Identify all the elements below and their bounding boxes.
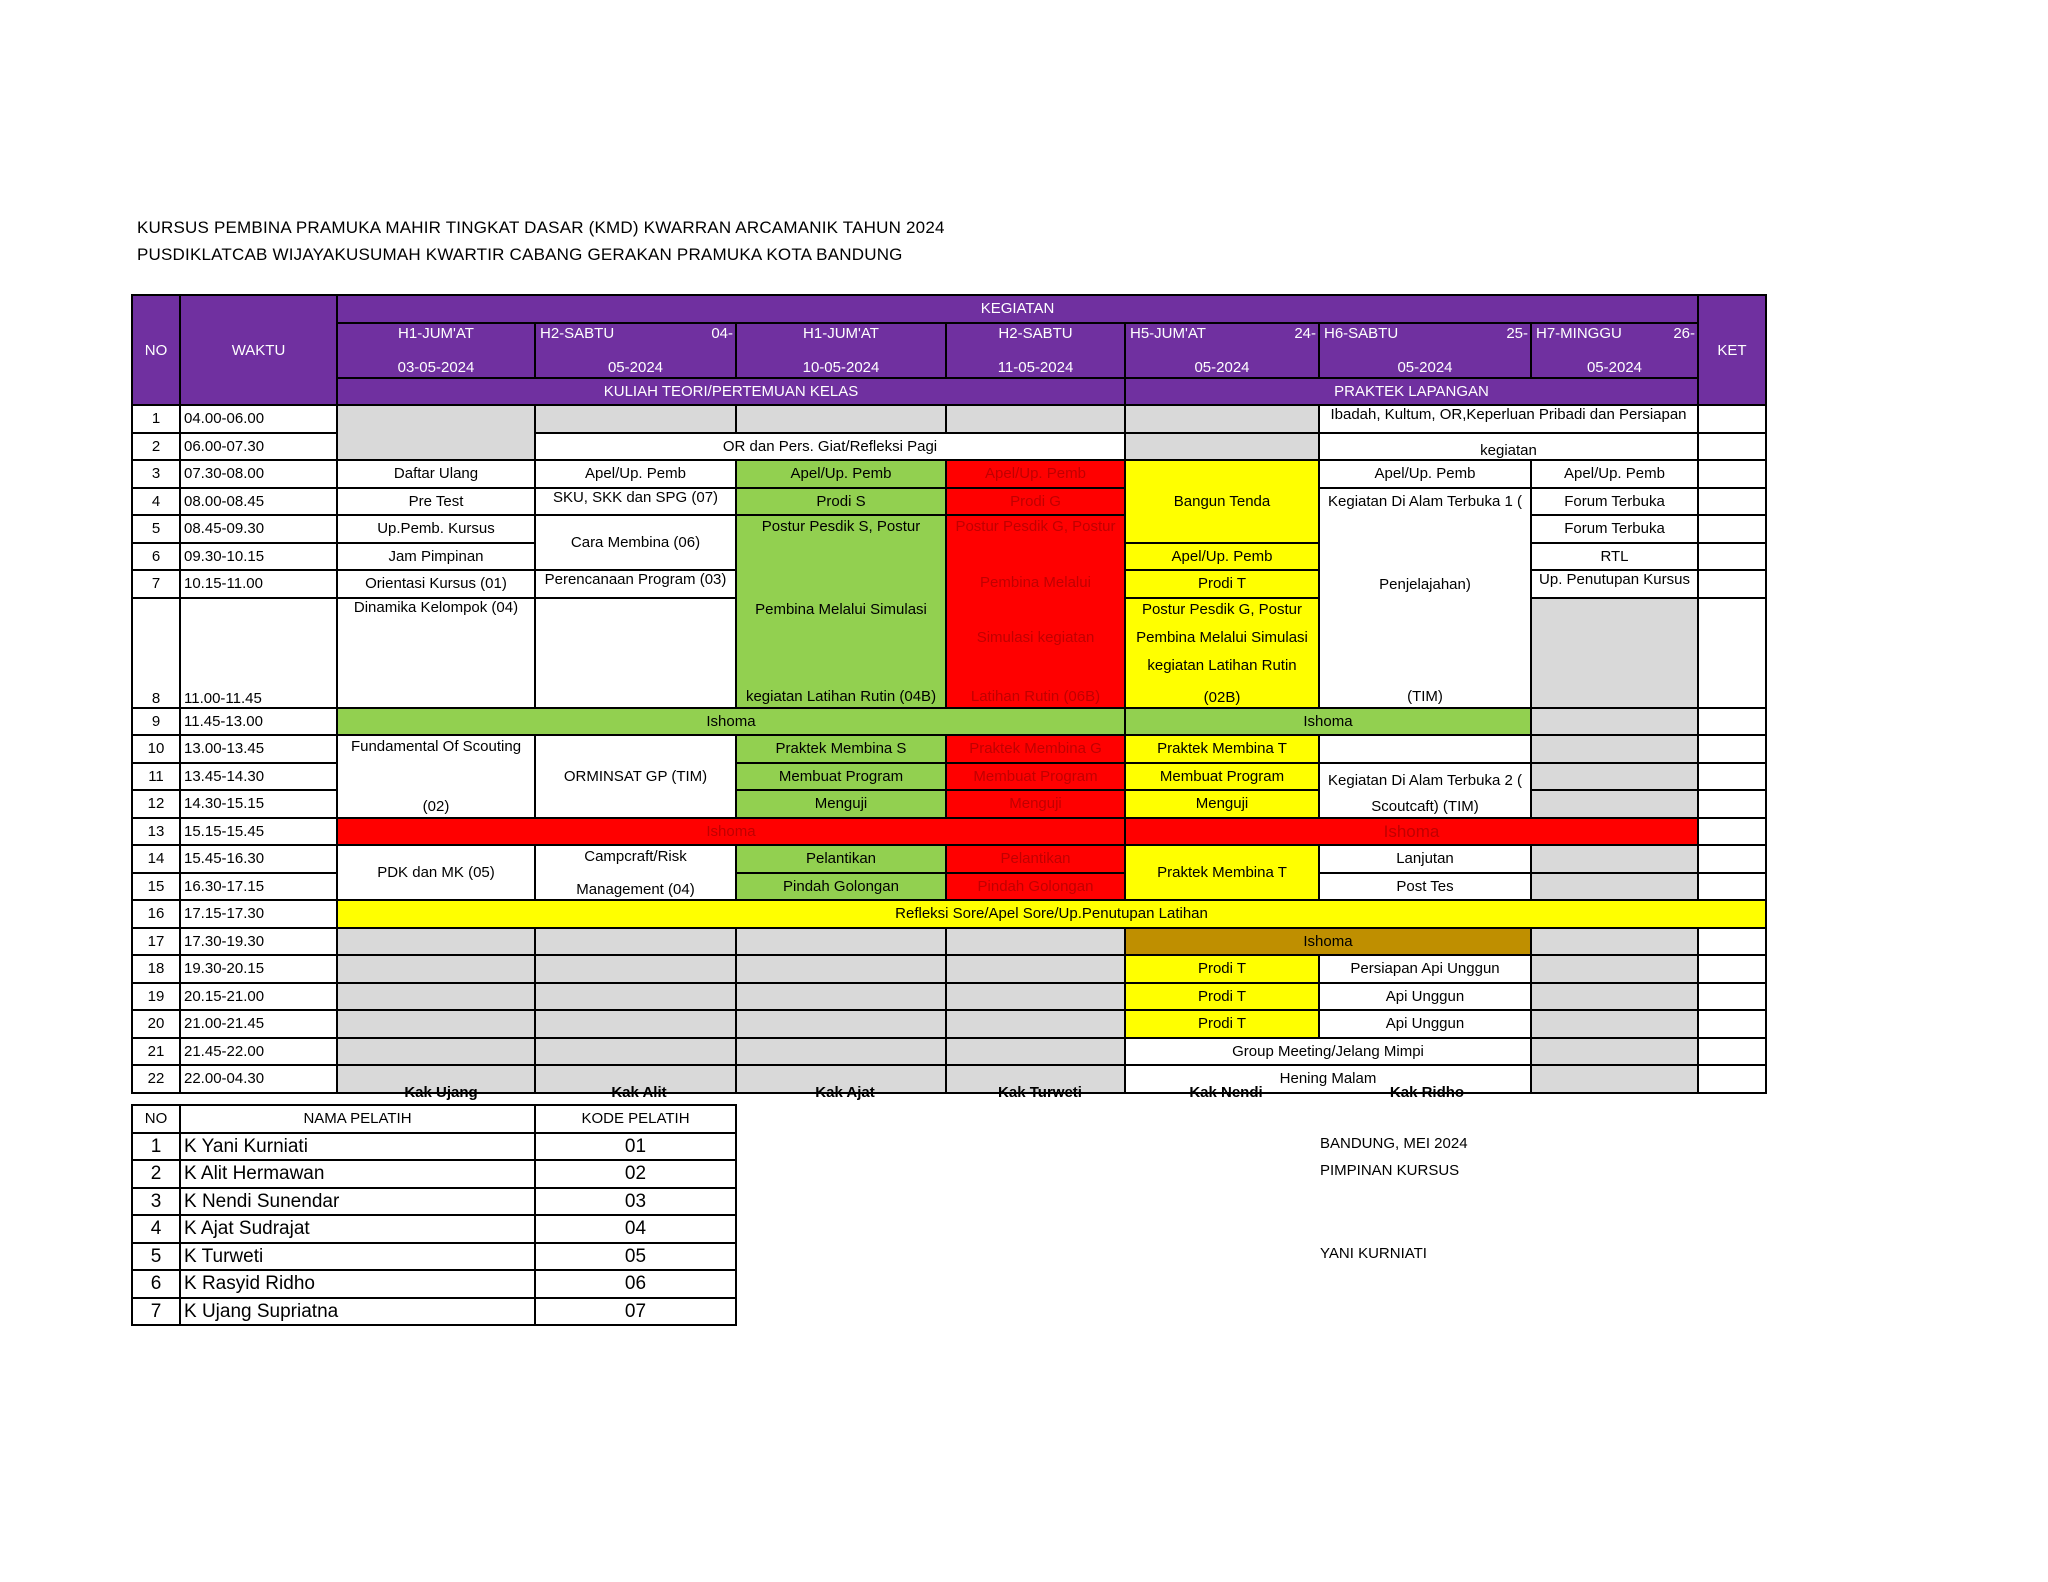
empty-cell <box>337 928 535 956</box>
ket-cell <box>1698 708 1766 736</box>
signer-name: Kak Ridho <box>1389 1084 1465 1101</box>
cell-line: Pembina Melalui Simulasi <box>755 601 927 618</box>
row-time: 16.30-17.15 <box>180 873 337 901</box>
page-subtitle: PUSDIKLATCAB WIJAYAKUSUMAH KWARTIR CABANG GERAKAN PRAMUKA KOTA BANDUNG <box>137 245 903 264</box>
empty-cell <box>535 405 736 433</box>
pelatih-no: 7 <box>132 1298 180 1326</box>
row-time: 17.30-19.30 <box>180 928 337 956</box>
row-no: 14 <box>132 845 180 873</box>
table-row <box>132 900 1766 928</box>
schedule-cell: kegiatan <box>1319 433 1698 461</box>
table-row <box>132 1010 1766 1038</box>
ket-cell <box>1698 433 1766 461</box>
pelatih-no: 5 <box>132 1243 180 1271</box>
row-time: 11.45-13.00 <box>180 708 337 736</box>
pelatih-kode: 07 <box>535 1298 736 1326</box>
empty-cell <box>1531 845 1698 873</box>
cell-line: (02) <box>422 797 450 815</box>
empty-cell <box>535 1010 736 1038</box>
row-time: 15.45-16.30 <box>180 845 337 873</box>
empty-cell <box>736 955 946 983</box>
pelatih-row <box>132 1215 736 1243</box>
row-no: 16 <box>132 900 180 928</box>
cell-line: kegiatan Latihan Rutin (04B) <box>745 687 937 705</box>
kegiatan-header: KEGIATAN <box>337 295 1698 323</box>
empty-cell <box>946 928 1125 956</box>
schedule-cell: Ishoma <box>337 708 1125 736</box>
row-time: 08.45-09.30 <box>180 515 337 543</box>
header-row-1 <box>132 295 1766 323</box>
empty-cell <box>1531 790 1698 818</box>
schedule-cell: Pelantikan <box>736 845 946 873</box>
empty-cell <box>736 1038 946 1066</box>
row-no: 19 <box>132 983 180 1011</box>
empty-cell <box>535 598 736 708</box>
row-no: 9 <box>132 708 180 736</box>
row-time: 04.00-06.00 <box>180 405 337 433</box>
schedule-cell: Prodi T <box>1125 983 1319 1011</box>
schedule-cell: Ishoma <box>337 818 1125 846</box>
empty-cell <box>946 1038 1125 1066</box>
schedule-cell: PDK dan MK (05) <box>337 845 535 900</box>
schedule-cell: Membuat Program <box>946 763 1125 791</box>
schedule-cell <box>946 515 1125 708</box>
table-row <box>132 1038 1766 1066</box>
page-title: KURSUS PEMBINA PRAMUKA MAHIR TINGKAT DASAR (KMD) KWARRAN ARCAMANIK TAHUN 2024 <box>137 218 945 237</box>
schedule-cell: Menguji <box>736 790 946 818</box>
schedule-cell: Refleksi Sore/Apel Sore/Up.Penutupan Latihan <box>337 900 1766 928</box>
day-header: H2-SABTU 04- 05-2024 <box>535 323 736 378</box>
ket-cell <box>1698 570 1766 598</box>
empty-cell <box>535 1038 736 1066</box>
empty-cell <box>946 1010 1125 1038</box>
empty-cell <box>1125 433 1319 461</box>
schedule-cell: RTL <box>1531 543 1698 571</box>
pelatih-kode: 04 <box>535 1215 736 1243</box>
row-no: 18 <box>132 955 180 983</box>
schedule-cell: Pindah Golongan <box>946 873 1125 901</box>
schedule-cell: Prodi G <box>946 488 1125 516</box>
schedule-cell: OR dan Pers. Giat/Refleksi Pagi <box>535 433 1125 461</box>
empty-cell <box>736 1010 946 1038</box>
col-ket-header: KET <box>1698 295 1766 405</box>
schedule-cell <box>535 845 736 900</box>
ket-cell <box>1698 405 1766 433</box>
empty-cell <box>337 983 535 1011</box>
signer-name: Kak Nendi <box>1189 1084 1263 1101</box>
schedule-cell: Praktek Membina T <box>1125 735 1319 763</box>
signer-name: Kak Ujang <box>404 1084 478 1101</box>
pelatih-no: 6 <box>132 1270 180 1298</box>
schedule-cell: Ibadah, Kultum, OR,Keperluan Pribadi dan Persiapan <box>1319 405 1698 433</box>
empty-cell <box>736 928 946 956</box>
schedule-cell: Prodi T <box>1125 955 1319 983</box>
ket-cell <box>1698 1038 1766 1066</box>
row-no: 5 <box>132 515 180 543</box>
cell-line: Penjelajahan) <box>1379 575 1471 593</box>
schedule-cell: Pindah Golongan <box>736 873 946 901</box>
schedule-cell: Praktek Membina G <box>946 735 1125 763</box>
day-header: H2-SABTU 11-05-2024 <box>946 323 1125 378</box>
schedule-cell: Persiapan Api Unggun <box>1319 955 1531 983</box>
pelatih-row <box>132 1270 736 1298</box>
schedule-cell: Daftar Ulang <box>337 460 535 488</box>
pelatih-nama: K Ujang Supriatna <box>180 1298 535 1326</box>
pelatih-no: 2 <box>132 1160 180 1188</box>
empty-cell <box>1531 1038 1698 1066</box>
schedule-cell: ORMINSAT GP (TIM) <box>535 735 736 818</box>
schedule-cell: Apel/Up. Pemb <box>736 460 946 488</box>
row-no: 2 <box>132 433 180 461</box>
signer-name: Kak Turweti <box>998 1084 1082 1101</box>
pelatih-row <box>132 1133 736 1161</box>
pelatih-table <box>131 1104 737 1326</box>
table-row <box>132 955 1766 983</box>
row-time: 21.00-21.45 <box>180 1010 337 1038</box>
schedule-cell <box>1319 488 1531 708</box>
schedule-cell: Menguji <box>1125 790 1319 818</box>
row-time: 06.00-07.30 <box>180 433 337 461</box>
schedule-cell: Hening Malam <box>1125 1065 1531 1093</box>
empty-cell <box>946 405 1125 433</box>
table-row <box>132 460 1766 488</box>
row-no: 3 <box>132 460 180 488</box>
schedule-cell: Dinamika Kelompok (04) <box>337 598 535 708</box>
schedule-cell: Membuat Program <box>1125 763 1319 791</box>
ket-cell <box>1698 763 1766 791</box>
row-time: 13.45-14.30 <box>180 763 337 791</box>
ket-cell <box>1698 460 1766 488</box>
praktek-header: PRAKTEK LAPANGAN <box>1125 378 1698 406</box>
day-header: H6-SABTU 25- 05-2024 <box>1319 323 1531 378</box>
cell-line: Campcraft/Risk <box>584 848 687 865</box>
day-header: H1-JUM'AT 10-05-2024 <box>736 323 946 378</box>
empty-cell <box>1531 873 1698 901</box>
row-time: 11.00-11.45 <box>180 598 337 708</box>
table-row <box>132 983 1766 1011</box>
schedule-table <box>131 294 1767 1094</box>
schedule-cell: Apel/Up. Pemb <box>1531 460 1698 488</box>
schedule-cell: Up. Penutupan Kursus <box>1531 570 1698 598</box>
cell-line: Fundamental Of Scouting <box>350 738 522 755</box>
table-row <box>132 488 1766 516</box>
cell-line: Pembina Melalui <box>980 574 1091 591</box>
ket-cell <box>1698 515 1766 543</box>
schedule-cell: Forum Terbuka <box>1531 488 1698 516</box>
table-row <box>132 818 1766 846</box>
schedule-cell: Perencanaan Program (03) <box>535 570 736 598</box>
schedule-cell: Apel/Up. Pemb <box>946 460 1125 488</box>
signer-name: Kak Alit <box>611 1084 667 1101</box>
row-no: 4 <box>132 488 180 516</box>
empty-cell <box>1531 763 1698 791</box>
signature-role: PIMPINAN KURSUS <box>1320 1162 1460 1179</box>
empty-cell <box>337 955 535 983</box>
pelatih-kode: 05 <box>535 1243 736 1271</box>
row-no: 21 <box>132 1038 180 1066</box>
pelatih-row <box>132 1160 736 1188</box>
ket-cell <box>1698 928 1766 956</box>
row-no: 10 <box>132 735 180 763</box>
table-row <box>132 928 1766 956</box>
row-time: 22.00-04.30 <box>180 1065 337 1093</box>
empty-cell <box>1531 708 1698 736</box>
table-row <box>132 405 1766 433</box>
empty-cell <box>337 1010 535 1038</box>
empty-cell <box>1531 983 1698 1011</box>
empty-cell <box>946 983 1125 1011</box>
cell-line: Pembina Melalui Simulasi <box>1136 628 1308 646</box>
ket-cell <box>1698 1010 1766 1038</box>
cell-line: Latihan Rutin (06B) <box>970 687 1101 705</box>
row-no: 15 <box>132 873 180 901</box>
empty-cell <box>535 983 736 1011</box>
ket-cell <box>1698 543 1766 571</box>
schedule-cell: Apel/Up. Pemb <box>1319 460 1531 488</box>
day-header: H1-JUM'AT 03-05-2024 <box>337 323 535 378</box>
cell-line: Kegiatan Di Alam Terbuka 1 ( <box>1328 492 1522 510</box>
row-time: 10.15-11.00 <box>180 570 337 598</box>
pelatih-row <box>132 1188 736 1216</box>
day-header: H5-JUM'AT 24- 05-2024 <box>1125 323 1319 378</box>
row-time: 15.15-15.45 <box>180 818 337 846</box>
cell-line: Scoutcaft) (TIM) <box>1371 797 1479 815</box>
row-no: 7 <box>132 570 180 598</box>
schedule-cell: Apel/Up. Pemb <box>1125 543 1319 571</box>
row-time: 07.30-08.00 <box>180 460 337 488</box>
pelatih-nama: K Ajat Sudrajat <box>180 1215 535 1243</box>
pelatih-no: 4 <box>132 1215 180 1243</box>
pelatih-kode: 02 <box>535 1160 736 1188</box>
empty-cell <box>1319 735 1531 763</box>
ket-cell <box>1698 983 1766 1011</box>
ket-cell <box>1698 735 1766 763</box>
pelatih-kode: 01 <box>535 1133 736 1161</box>
cell-line: (TIM) <box>1407 687 1443 705</box>
row-no: 11 <box>132 763 180 791</box>
pelatih-no: 3 <box>132 1188 180 1216</box>
empty-cell <box>337 405 535 460</box>
empty-cell <box>337 1038 535 1066</box>
empty-cell <box>1531 598 1698 708</box>
empty-cell <box>946 955 1125 983</box>
pelatih-no-header: NO <box>132 1105 180 1133</box>
row-no: 20 <box>132 1010 180 1038</box>
pelatih-nama: K Alit Hermawan <box>180 1160 535 1188</box>
ket-cell <box>1698 790 1766 818</box>
col-no-header: NO <box>132 295 180 405</box>
header-row-sections <box>132 378 1766 406</box>
table-row <box>132 708 1766 736</box>
col-waktu-header: WAKTU <box>180 295 337 405</box>
row-time: 14.30-15.15 <box>180 790 337 818</box>
row-time: 13.00-13.45 <box>180 735 337 763</box>
empty-cell <box>535 955 736 983</box>
ket-cell <box>1698 845 1766 873</box>
ket-cell <box>1698 818 1766 846</box>
schedule-cell: Jam Pimpinan <box>337 543 535 571</box>
cell-line: (02B) <box>1203 688 1241 706</box>
row-no: 22 <box>132 1065 180 1093</box>
header-row-days <box>132 323 1766 351</box>
cell-line: Postur Pesdik S, Postur <box>761 518 921 535</box>
row-time: 17.15-17.30 <box>180 900 337 928</box>
schedule-cell: Ishoma <box>1125 708 1531 736</box>
empty-cell <box>535 928 736 956</box>
signers-row <box>131 1081 1761 1105</box>
empty-cell <box>1531 735 1698 763</box>
pelatih-kode: 06 <box>535 1270 736 1298</box>
table-row <box>132 735 1766 763</box>
schedule-cell: Apel/Up. Pemb <box>535 460 736 488</box>
pelatih-nama: K Rasyid Ridho <box>180 1270 535 1298</box>
schedule-cell: Ishoma <box>1125 928 1531 956</box>
row-no: 6 <box>132 543 180 571</box>
cell-line: Kegiatan Di Alam Terbuka 2 ( <box>1328 771 1522 789</box>
empty-cell <box>736 405 946 433</box>
pelatih-nama-header: NAMA PELATIH <box>180 1105 535 1133</box>
schedule-cell: Praktek Membina T <box>1125 845 1319 900</box>
schedule-cell: Orientasi Kursus (01) <box>337 570 535 598</box>
empty-cell <box>736 983 946 1011</box>
schedule-cell: Lanjutan <box>1319 845 1531 873</box>
empty-cell <box>1125 405 1319 433</box>
schedule-cell: Up.Pemb. Kursus <box>337 515 535 543</box>
empty-cell <box>1531 1010 1698 1038</box>
row-time: 21.45-22.00 <box>180 1038 337 1066</box>
schedule-cell: Prodi T <box>1125 1010 1319 1038</box>
schedule-cell <box>337 735 535 818</box>
cell-line: kegiatan Latihan Rutin <box>1147 656 1297 674</box>
row-no: 13 <box>132 818 180 846</box>
schedule-cell: Forum Terbuka <box>1531 515 1698 543</box>
signer-name: Kak Ajat <box>815 1084 875 1101</box>
schedule-cell <box>1125 598 1319 708</box>
row-no: 1 <box>132 405 180 433</box>
ket-cell <box>1698 598 1766 708</box>
schedule-cell: Praktek Membina S <box>736 735 946 763</box>
ket-cell <box>1698 955 1766 983</box>
pelatih-nama: K Turweti <box>180 1243 535 1271</box>
row-no: 17 <box>132 928 180 956</box>
row-time: 09.30-10.15 <box>180 543 337 571</box>
schedule-cell: Api Unggun <box>1319 1010 1531 1038</box>
pelatih-header-row <box>132 1105 736 1133</box>
cell-line: Postur Pesdik G, Postur <box>955 518 1116 535</box>
signature-place-date: BANDUNG, MEI 2024 <box>1320 1135 1468 1152</box>
schedule-cell <box>1319 763 1531 818</box>
row-no: 8 <box>132 598 180 708</box>
schedule-cell: Ishoma <box>1125 818 1698 846</box>
schedule-cell <box>736 515 946 708</box>
cell-line: Postur Pesdik G, Postur <box>1141 600 1303 618</box>
row-time: 20.15-21.00 <box>180 983 337 1011</box>
ket-cell <box>1698 488 1766 516</box>
empty-cell <box>1531 955 1698 983</box>
kuliah-header: KULIAH TEORI/PERTEMUAN KELAS <box>337 378 1125 406</box>
schedule-cell: Bangun Tenda <box>1125 460 1319 543</box>
table-row <box>132 845 1766 873</box>
schedule-cell: Pelantikan <box>946 845 1125 873</box>
pelatih-kode-header: KODE PELATIH <box>535 1105 736 1133</box>
pelatih-no: 1 <box>132 1133 180 1161</box>
schedule-cell: SKU, SKK dan SPG (07) <box>535 488 736 516</box>
ket-cell <box>1698 873 1766 901</box>
schedule-cell: Api Unggun <box>1319 983 1531 1011</box>
pelatih-kode: 03 <box>535 1188 736 1216</box>
pelatih-row <box>132 1298 736 1326</box>
schedule-cell: Prodi T <box>1125 570 1319 598</box>
empty-cell <box>1531 928 1698 956</box>
schedule-cell: Pre Test <box>337 488 535 516</box>
schedule-cell: Membuat Program <box>736 763 946 791</box>
schedule-cell: Post Tes <box>1319 873 1531 901</box>
schedule-cell: Cara Membina (06) <box>535 515 736 570</box>
schedule-cell: Group Meeting/Jelang Mimpi <box>1125 1038 1531 1066</box>
pelatih-nama: K Nendi Sunendar <box>180 1188 535 1216</box>
schedule-cell: Menguji <box>946 790 1125 818</box>
schedule-cell: Prodi S <box>736 488 946 516</box>
row-time: 08.00-08.45 <box>180 488 337 516</box>
row-time: 19.30-20.15 <box>180 955 337 983</box>
cell-line: Simulasi kegiatan <box>976 629 1095 646</box>
pelatih-nama: K Yani Kurniati <box>180 1133 535 1161</box>
day-header: H7-MINGGU 26- 05-2024 <box>1531 323 1698 378</box>
cell-line: Management (04) <box>576 881 695 898</box>
pelatih-row <box>132 1243 736 1271</box>
signature-name: YANI KURNIATI <box>1320 1245 1427 1262</box>
row-no: 12 <box>132 790 180 818</box>
